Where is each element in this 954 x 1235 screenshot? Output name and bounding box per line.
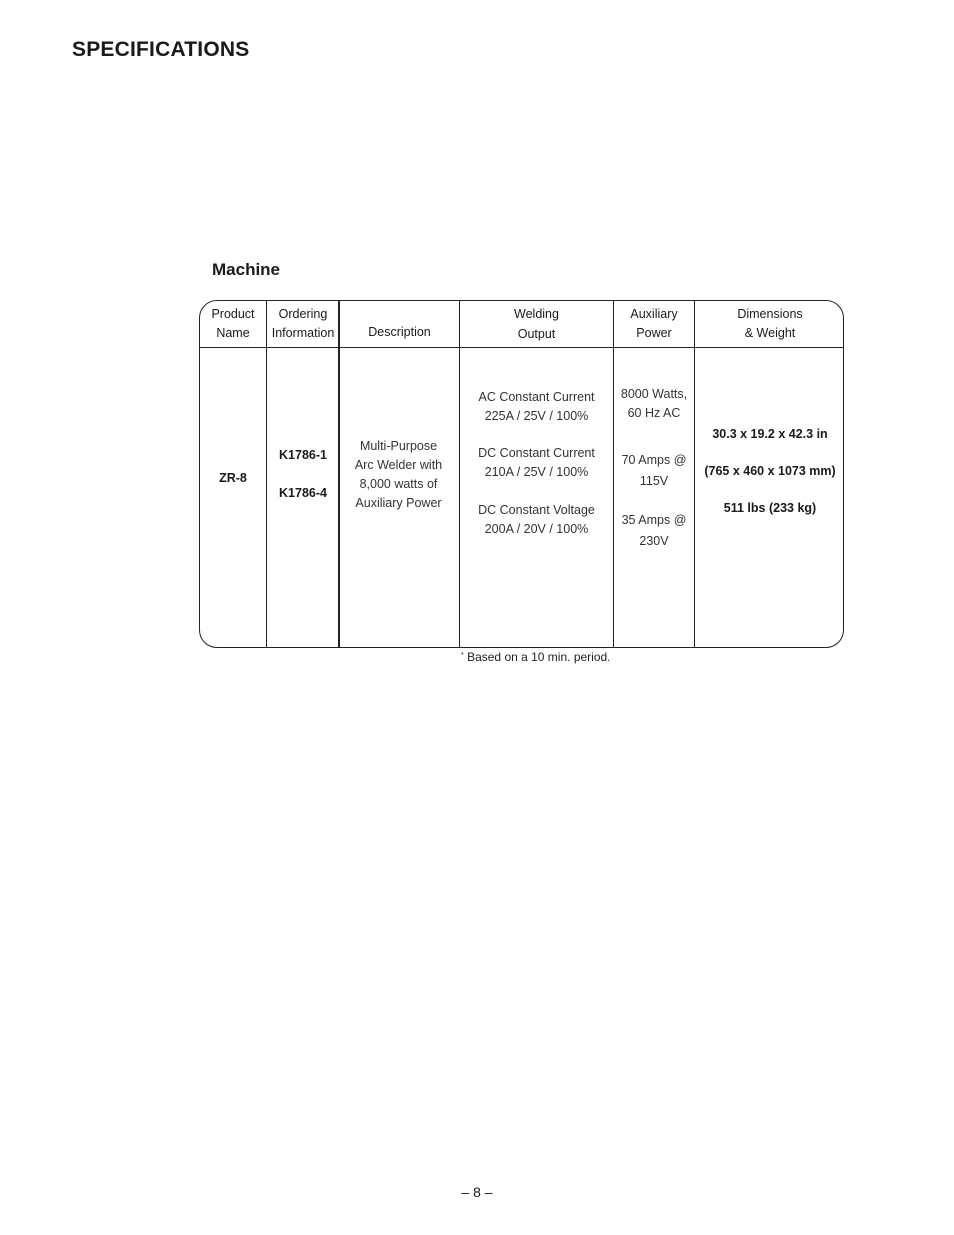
section-title: Machine: [212, 260, 281, 279]
output-rating: 225A / 25V / 100%: [484, 409, 589, 423]
output-rating: 210A / 25V / 100%: [484, 465, 589, 479]
footnote-marker: *: [461, 652, 464, 659]
header-text: Output: [517, 327, 556, 341]
header-product-name: [200, 301, 266, 347]
welding-output-ac-cc: [460, 388, 613, 426]
header-text: Auxiliary: [630, 307, 678, 321]
aux-power-line: 8000 Watts,: [620, 387, 688, 401]
header-text: Welding: [514, 307, 559, 321]
ordering-number: K1786-1: [279, 448, 327, 462]
column-divider: [266, 301, 267, 647]
aux-power-115v: [614, 450, 694, 492]
description-line: Multi-Purpose: [359, 439, 438, 453]
page-title: SPECIFICATIONS: [72, 38, 250, 61]
header-ordering-information: [267, 301, 339, 347]
output-mode: AC Constant Current: [478, 390, 595, 404]
ordering-number: K1786-4: [279, 486, 327, 500]
weight: 511 lbs (233 kg): [723, 501, 817, 515]
aux-power-230v: [614, 510, 694, 552]
header-text: & Weight: [744, 326, 796, 340]
description-line: Auxiliary Power: [355, 496, 442, 510]
header-dimensions-weight: [695, 301, 844, 347]
output-mode: DC Constant Current: [478, 446, 595, 460]
header-text: Ordering: [278, 307, 328, 321]
aux-power-line: 70 Amps @: [621, 453, 687, 467]
aux-power-line: 115V: [639, 474, 669, 488]
header-text: Name: [216, 326, 250, 340]
description-line: Arc Welder with: [354, 458, 443, 472]
dimensions-mm: (765 x 460 x 1073 mm): [704, 464, 836, 478]
header-description: [340, 301, 459, 347]
output-rating: 200A / 20V / 100%: [484, 522, 589, 536]
welding-output-dc-cv: [460, 501, 613, 539]
aux-power-line: 60 Hz AC: [627, 406, 681, 420]
output-mode: DC Constant Voltage: [478, 503, 595, 517]
header-text: Power: [636, 326, 672, 340]
description-line: 8,000 watts of: [359, 477, 438, 491]
header-welding-output: [460, 301, 613, 347]
footnote: [461, 650, 611, 664]
product-name-cell: ZR-8: [219, 471, 247, 485]
header-text: Dimensions: [737, 307, 803, 321]
page-number: – 8 –: [461, 1184, 493, 1200]
aux-power-watts: [614, 385, 694, 423]
header-text: Product: [211, 307, 255, 321]
header-auxiliary-power: [614, 301, 694, 347]
footnote-text: Based on a 10 min. period.: [467, 650, 611, 664]
aux-power-line: 230V: [639, 534, 669, 548]
header-text: Information: [271, 326, 335, 340]
dimensions-inches: 30.3 x 19.2 x 42.3 in: [712, 427, 828, 441]
description-cell: [340, 437, 457, 513]
spec-table: [199, 300, 844, 648]
aux-power-line: 35 Amps @: [621, 513, 687, 527]
welding-output-dc-cc: [460, 444, 613, 482]
header-text: Description: [368, 324, 431, 339]
header-divider: [200, 347, 843, 348]
